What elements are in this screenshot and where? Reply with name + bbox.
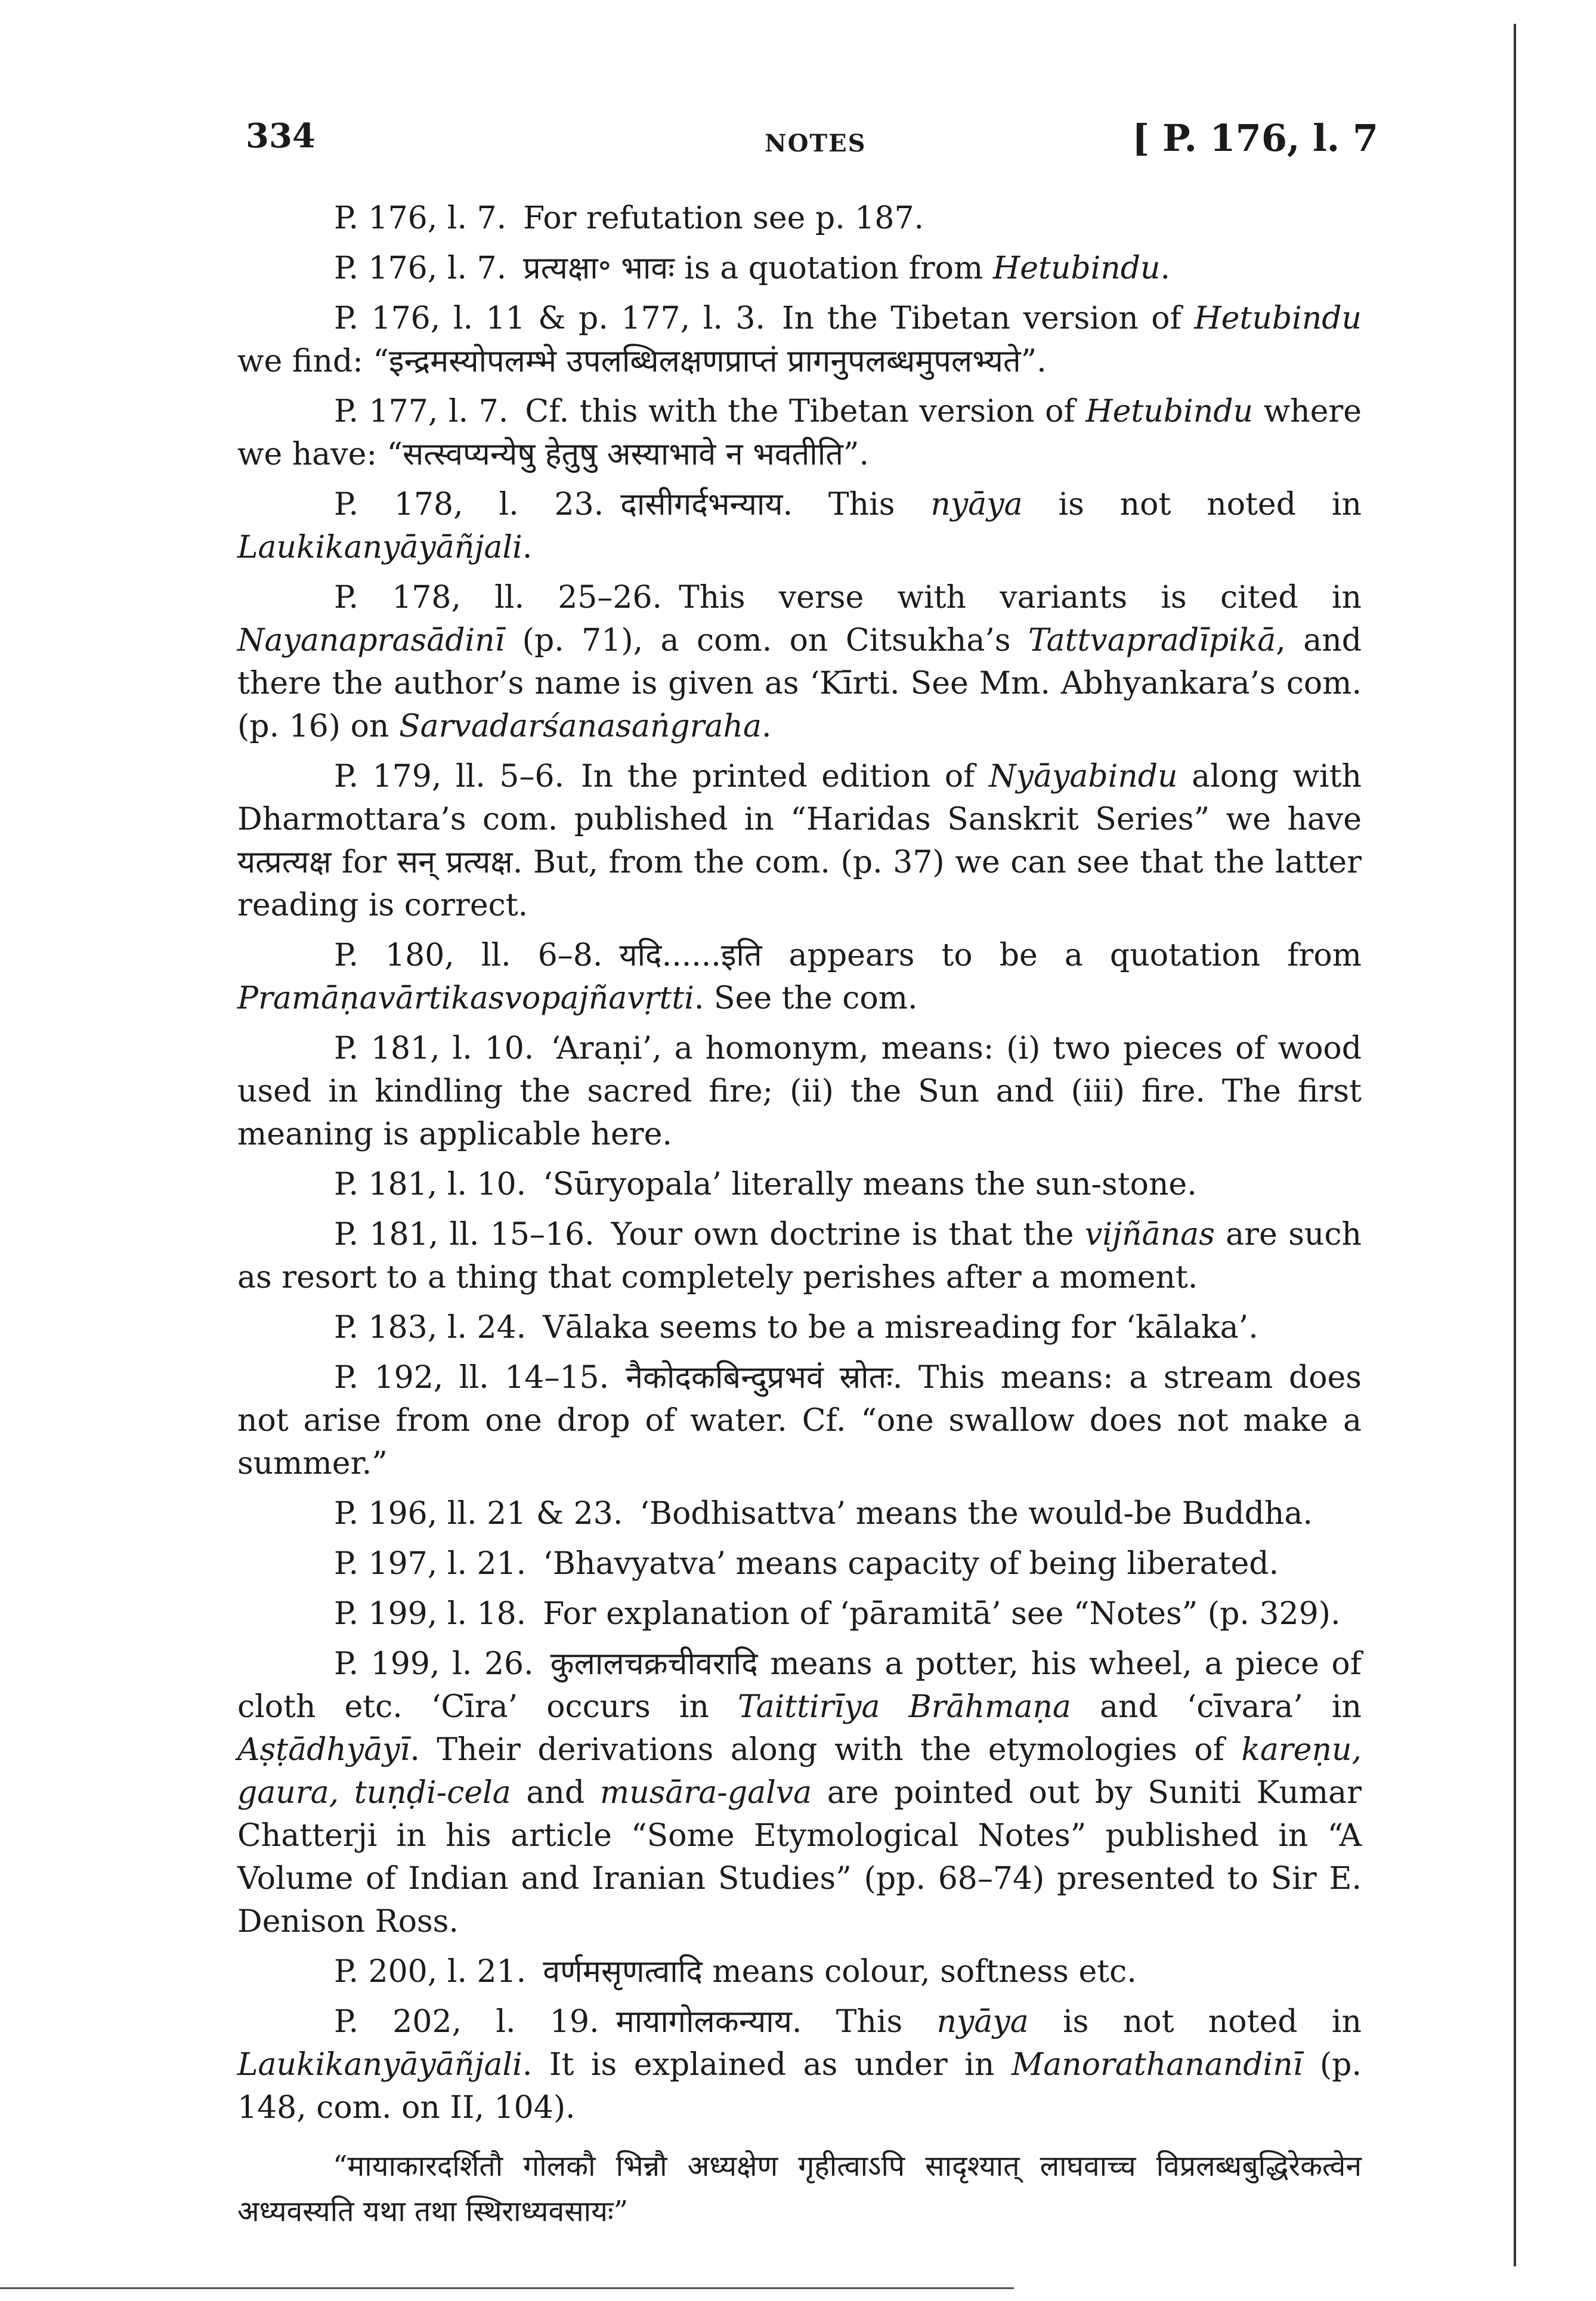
- note-text: ‘Bodhisattva’ means the would-be Buddha.: [639, 1496, 1313, 1532]
- note-text: . It is explained as under in: [522, 2047, 1012, 2083]
- note-italic-term: nyāya: [936, 2004, 1029, 2040]
- note-text: and ‘cīvara’ in: [1071, 1689, 1362, 1725]
- note-paragraph: [237, 1542, 1362, 1585]
- note-text: Cf. this with the Tibetan version of: [525, 394, 1086, 429]
- note-sanskrit: नैकोदकबिन्दुप्रभवं स्रोतः: [626, 1360, 893, 1396]
- note-text: . Their derivations along with the etymologies of: [410, 1732, 1242, 1768]
- note-italic-term: Nayanaprasādinī: [237, 623, 505, 658]
- note-text: we find: “इन्द्रमस्योपलम्भे उपलब्धिलक्षणप्राप्तं प्रागनुपलब्धमुपलभ्यते”.: [237, 344, 1047, 379]
- note-text: along with Dharmottara’s com. published in “Haridas Sanskrit Series” we have यत्प्रत्यक्ष for सन् प्रत्यक्ष. But, from the com. (p. 37) we can see that the latter reading is correct.: [237, 759, 1362, 923]
- note-location: P. 192, ll. 14–15.: [334, 1360, 610, 1396]
- note-text: .: [1160, 250, 1171, 286]
- note-text: In the printed edition of: [581, 759, 989, 794]
- note-location: P. 196, ll. 21 & 23.: [334, 1496, 623, 1532]
- note-paragraph: [237, 934, 1362, 1020]
- note-text: For explanation of ‘pāramitā’ see “Notes” (p. 329).: [543, 1596, 1341, 1632]
- note-location: P. 183, l. 24.: [334, 1310, 527, 1346]
- note-text: ‘Sūryopala’ literally means the sun-stone.: [543, 1167, 1197, 1202]
- note-italic-term: Nyāyabindu: [989, 759, 1178, 794]
- note-text: ‘Bhavyatva’ means capacity of being liberated.: [543, 1546, 1279, 1582]
- note-location: P. 199, l. 26.: [334, 1646, 534, 1682]
- note-text: In the Tibetan version of: [782, 301, 1195, 336]
- note-location: P. 177, l. 7.: [334, 394, 509, 429]
- note-italic-term: Tattvapradīpikā: [1028, 623, 1276, 658]
- note-sanskrit: प्रत्यक्षा॰ भावः: [523, 250, 675, 286]
- note-paragraph: [237, 297, 1362, 383]
- page-number: 334: [246, 116, 316, 156]
- note-location: P. 181, l. 10.: [334, 1167, 527, 1202]
- note-italic-term: Hetubindu: [992, 250, 1161, 286]
- note-location: P. 181, l. 10.: [334, 1031, 534, 1066]
- note-paragraph: [237, 2000, 1362, 2129]
- note-italic-term: Laukikanyāyāñjali: [237, 530, 522, 565]
- note-location: P. 178, ll. 25–26.: [334, 580, 663, 616]
- note-text: (p. 71), a com. on Citsukha’s: [505, 623, 1028, 658]
- note-sanskrit: वर्णमसृणत्वादि: [543, 1954, 703, 1990]
- note-text: are such as resort to a thing that completely perishes after a moment.: [237, 1217, 1362, 1295]
- note-text: ‘Araṇi’, a homonym, means: (i) two pieces of wood used in kindling the sacred fire; (ii) the Sun and (iii) fire. The first meaning is applicable here.: [237, 1031, 1362, 1152]
- note-location: P. 176, l. 7.: [334, 200, 507, 236]
- note-paragraph: [237, 1592, 1362, 1635]
- note-italic-term: Hetubindu: [1194, 301, 1362, 336]
- note-text: This verse with variants is cited in: [679, 580, 1362, 616]
- note-text: and: [511, 1775, 600, 1811]
- note-text: is a quotation from: [674, 250, 993, 286]
- note-paragraph: [237, 483, 1362, 569]
- note-location: P. 202, l. 19.: [334, 2004, 599, 2040]
- note-paragraph: [237, 1163, 1362, 1206]
- note-text: (p. 148, com. on II, 104).: [237, 2047, 1362, 2126]
- note-location: P. 178, l. 23.: [334, 487, 604, 522]
- note-text: . This means: a stream does not arise from one drop of water. Cf. “one swallow does not make a summer.”: [237, 1360, 1362, 1482]
- page-bottom-line: [0, 2287, 1014, 2289]
- note-paragraph: [237, 755, 1362, 927]
- note-paragraph: [237, 1027, 1362, 1156]
- note-paragraph: [237, 576, 1362, 748]
- note-text: For refutation see p. 187.: [523, 200, 924, 236]
- note-italic-term: Laukikanyāyāñjali: [237, 2047, 522, 2083]
- note-paragraph: [237, 1356, 1362, 1485]
- note-location: P. 199, l. 18.: [334, 1596, 527, 1632]
- note-paragraph: [237, 1950, 1362, 1993]
- note-text: .: [761, 709, 772, 744]
- note-text: . This: [791, 2004, 937, 2040]
- notes-body: [237, 197, 1362, 2241]
- note-italic-term: kareṇu, gaura, tuṇḍi-cela: [237, 1732, 1362, 1811]
- note-italic-term: Manorathanandinī: [1012, 2047, 1303, 2083]
- note-italic-term: Aṣṭādhyāyī: [237, 1732, 410, 1768]
- note-text: where we have: “सत्स्वप्यन्येषु हेतुषु अस्याभावे न भवतीति”.: [237, 394, 1362, 472]
- note-text: .: [522, 530, 533, 565]
- note-sanskrit: दासीगर्दभन्याय: [620, 487, 783, 522]
- note-italic-term: nyāya: [930, 487, 1023, 522]
- note-text: are pointed out by Suniti Kumar Chatterji in his article “Some Etymological Notes” published in “A Volume of Indian and Iranian Studies” (pp. 68–74) presented to Sir E. Denison Ross.: [237, 1775, 1362, 1940]
- note-italic-term: Pramāṇavārtikasvopajñavṛtti: [237, 981, 694, 1016]
- note-text: , and there the author’s name is given as ‘Kīrti. See Mm. Abhyankara’s com. (p. 16) on: [237, 623, 1362, 744]
- note-sanskrit: यदि......इति: [619, 938, 762, 973]
- note-sanskrit: मायागोलकन्याय: [615, 2004, 792, 2040]
- note-paragraph: [237, 390, 1362, 476]
- note-italic-term: Hetubindu: [1085, 394, 1253, 429]
- note-text: Vālaka seems to be a misreading for ‘kālaka’.: [543, 1310, 1258, 1346]
- running-header: [0, 116, 1596, 170]
- note-text: is not noted in: [1022, 487, 1362, 522]
- note-text: means a potter, his wheel, a piece of cloth etc. ‘Cīra’ occurs in: [237, 1646, 1362, 1725]
- note-paragraph: [237, 1306, 1362, 1349]
- note-text: . See the com.: [694, 981, 918, 1016]
- note-italic-term: vijñānas: [1084, 1217, 1215, 1252]
- note-italic-term: Taittirīya Brāhmaṇa: [737, 1689, 1071, 1725]
- note-italic-term: musāra-galva: [599, 1775, 812, 1811]
- note-text: appears to be a quotation from: [762, 938, 1362, 973]
- note-location: P. 180, ll. 6–8.: [334, 938, 603, 973]
- note-paragraph: [237, 197, 1362, 240]
- note-text: . This: [782, 487, 931, 522]
- sanskrit-quotation: “मायाकारदर्शितौ गोलकौ भिन्नौ अध्यक्षेण गृहीत्वाऽपि सादृश्यात् लाघवाच्च विप्रलब्धबुद्धिरेकत्वेन अध्यवस्यति यथा तथा स्थिराध्यवसायः”: [237, 2150, 1362, 2228]
- note-paragraph: [237, 1492, 1362, 1535]
- note-paragraph: [237, 1643, 1362, 1943]
- note-text: is not noted in: [1028, 2004, 1362, 2040]
- header-reference: [ P. 176, l. 7: [1132, 116, 1378, 160]
- note-paragraph: [237, 247, 1362, 290]
- note-location: P. 179, ll. 5–6.: [334, 759, 565, 794]
- header-title: NOTES: [765, 129, 867, 157]
- note-location: P. 200, l. 21.: [334, 1954, 527, 1990]
- note-sanskrit: कुलालचक्रचीवरादि: [550, 1646, 758, 1682]
- note-location: P. 181, ll. 15–16.: [334, 1217, 595, 1252]
- note-location: P. 197, l. 21.: [334, 1546, 527, 1582]
- page-edge-line: [1514, 24, 1516, 2266]
- note-location: P. 176, l. 7.: [334, 250, 507, 286]
- note-italic-term: Sarvadarśanasaṅgraha: [398, 709, 762, 744]
- note-paragraph: [237, 1213, 1362, 1299]
- note-location: P. 176, l. 11 & p. 177, l. 3.: [334, 301, 766, 336]
- note-text: Your own doctrine is that the: [611, 1217, 1085, 1252]
- note-text: means colour, softness etc.: [702, 1954, 1137, 1990]
